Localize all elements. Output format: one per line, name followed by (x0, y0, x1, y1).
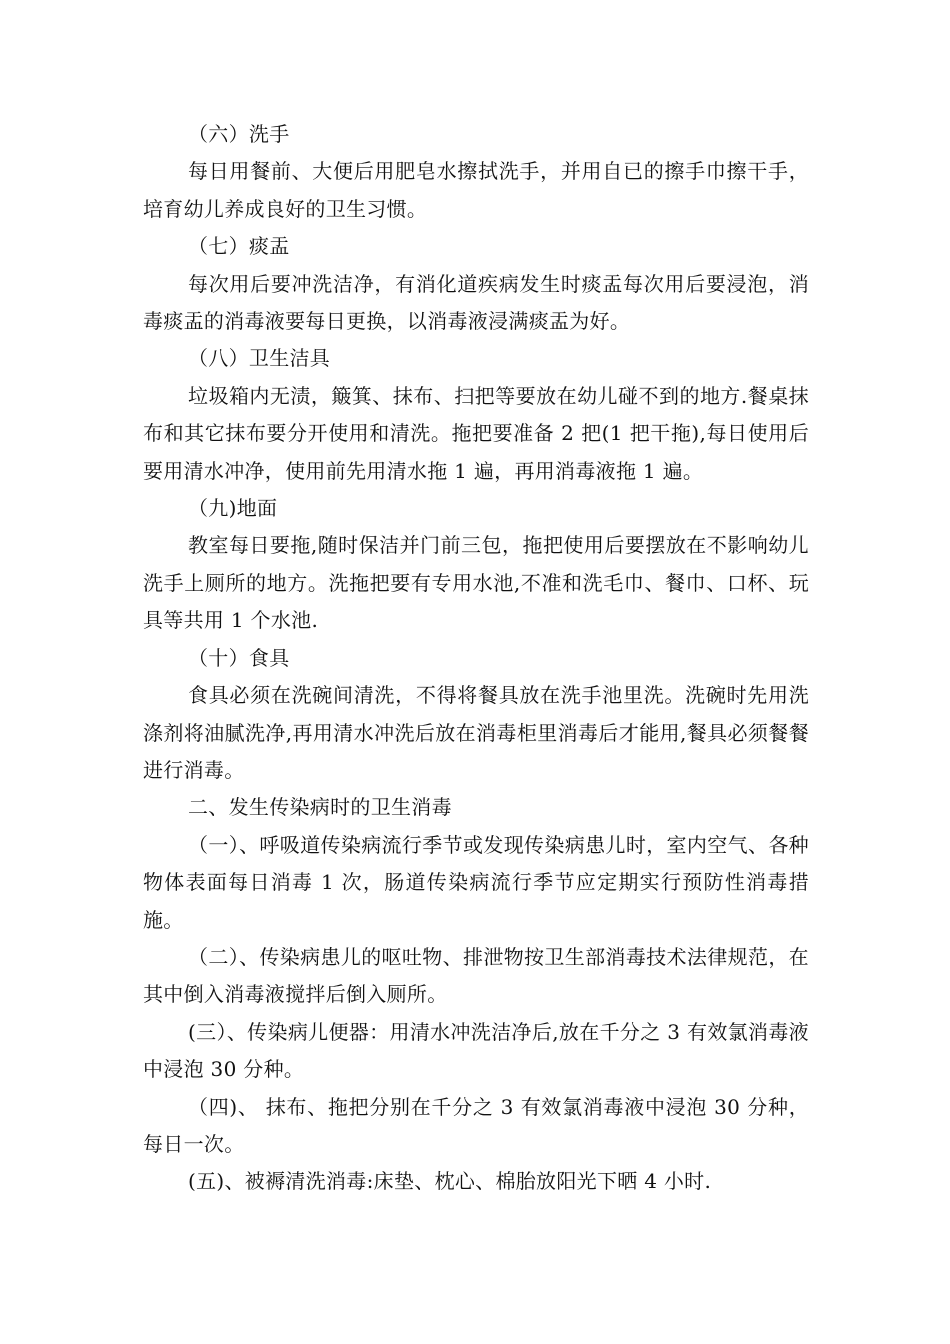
paragraph-item-5: (五)、被褥清洗消毒:床垫、枕心、棉胎放阳光下晒 4 小时. (188, 1169, 712, 1194)
paragraph-item-4: （四)、 抹布、拖把分别在千分之 3 有效氯消毒液中浸泡 30 分种，每日一次。 (143, 1094, 809, 1156)
subsection-heading-tableware: （十）食具 (188, 645, 290, 670)
paragraph-wash-hands: 每日用餐前、大便后用肥皂水擦拭洗手，并用自已的擦手巾擦干手，培育幼儿养成良好的卫生习惯。 (143, 159, 809, 221)
subsection-heading-wash-hands: （六）洗手 (188, 122, 290, 146)
section-heading-infectious-disease: 二、发生传染病时的卫生消毒 (188, 795, 452, 820)
paragraph-floor: 教室每日要拖,随时保洁并门前三包，拖把使用后要摆放在不影响幼儿洗手上厕所的地方。洗拖把要有专用水池,不准和洗毛巾、餐巾、口杯、玩具等共用 1 个水池. (143, 533, 809, 633)
subsection-heading-floor: （九)地面 (188, 496, 278, 521)
paragraph-tableware: 食具必须在洗碗间清洗，不得将餐具放在洗手池里洗。洗碗时先用洗涤剂将油腻洗净,再用清水冲洗后放在消毒柜里消毒后才能用,餐具必须餐餐进行消毒。 (143, 683, 809, 782)
subsection-heading-sanitary-tools: （八）卫生洁具 (188, 346, 331, 371)
paragraph-item-3: (三）、传染病儿便器：用清水冲洗洁净后,放在千分之 3 有效氯消毒液中浸泡 30 分种。 (143, 1019, 809, 1082)
document-body (143, 116, 809, 1201)
subsection-heading-spittoon: （七）痰盂 (188, 234, 290, 259)
paragraph-item-1: （一）、呼吸道传染病流行季节或发现传染病患儿时，室内空气、各种物体表面每日消毒 1 次，肠道传染病流行季节应定期实行预防性消毒措施。 (143, 832, 809, 932)
paragraph-sanitary-tools: 垃圾箱内无渍，簸箕、抹布、扫把等要放在幼儿碰不到的地方.餐桌抹布和其它抹布要分开使用和清洗。拖把要准备 2 把(1 把干拖),每日使用后要用清水冲净，使用前先用清水拖 1 遍，再用消毒液拖 1 遍。 (143, 383, 809, 483)
paragraph-spittoon: 每次用后要冲洗洁净，有消化道疾病发生时痰盂每次用后要浸泡，消毒痰盂的消毒液要每日更换，以消毒液浸满痰盂为好。 (143, 271, 809, 334)
paragraph-item-2: （二）、传染病患儿的呕吐物、排泄物按卫生部消毒技术法律规范，在其中倒入消毒液搅拌后倒入厕所。 (143, 944, 809, 1007)
